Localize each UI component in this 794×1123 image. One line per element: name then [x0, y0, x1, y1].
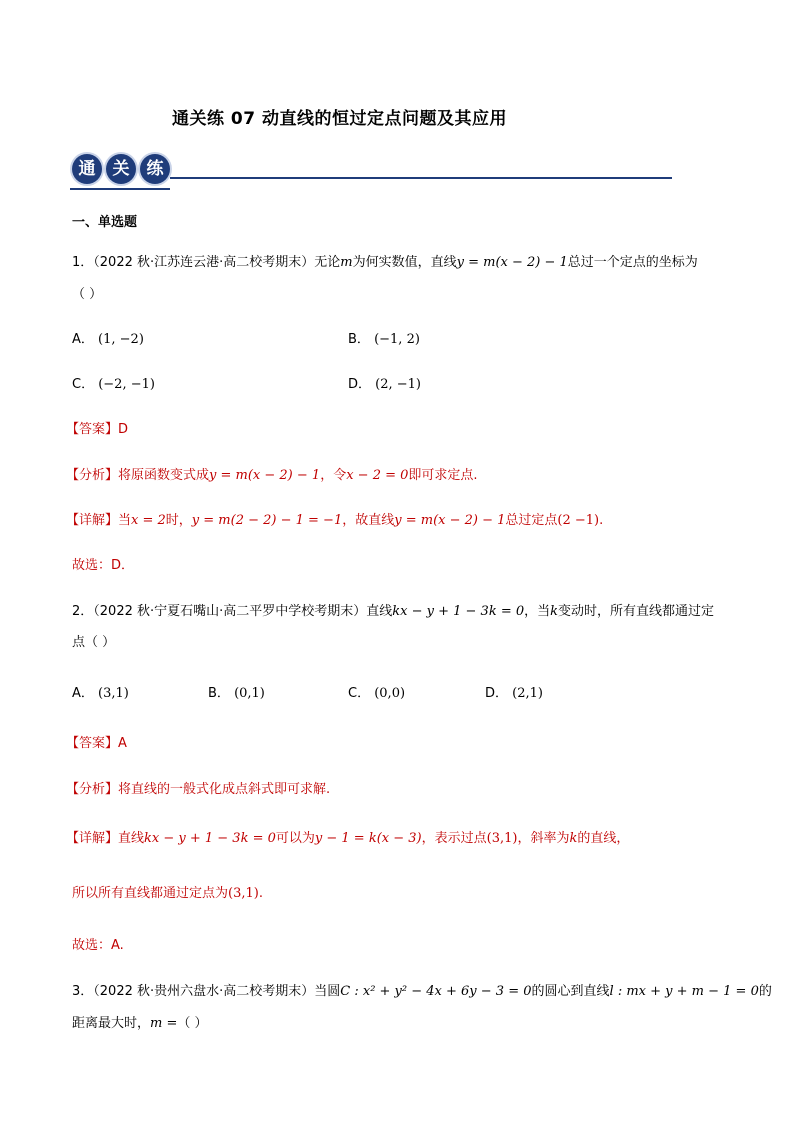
option-value: (3,1) [98, 686, 129, 701]
detail-text: 【详解】当 [66, 513, 132, 528]
page-title: 通关练 07 动直线的恒过定点问题及其应用 [172, 109, 507, 129]
question-1-paren: （ ） [72, 287, 103, 302]
analysis-line [66, 464, 478, 483]
math-equation: x − 2 = 0 [346, 468, 409, 483]
option-value: (−1, 2) [374, 332, 420, 347]
detail-text: ，表示过点 [421, 831, 487, 846]
math-equation: y = m(x − 2) − 1 [456, 255, 568, 270]
option-label: D． [348, 377, 372, 392]
math-var: k [569, 831, 578, 846]
stem-text: 总过一个定点的坐标为 [567, 255, 698, 270]
option-value: (2, −1) [375, 377, 421, 392]
option-b [208, 682, 265, 701]
math-equation: C : x² + y² − 4x + 6y − 3 = 0 [340, 984, 532, 999]
stem-text: 的圆心到直线 [531, 984, 610, 999]
detail-line [66, 509, 603, 528]
logo-char: 关 [106, 154, 136, 184]
stem-text: 2．（2022 秋·宁夏石嘴山·高二平罗中学校考期末）直线 [72, 604, 393, 619]
option-value: (0,1) [234, 686, 265, 701]
option-label: B． [208, 686, 230, 701]
analysis-line: 【分析】将直线的一般式化成点斜式即可求解. [66, 782, 331, 797]
option-d [348, 373, 421, 392]
option-d [485, 682, 543, 701]
detail-line-2 [72, 882, 263, 901]
math-equation: y − 1 = k(x − 3) [314, 831, 422, 846]
stem-text: 的 [758, 984, 772, 999]
detail-line [66, 827, 629, 846]
option-label: C． [72, 377, 95, 392]
math-equation: l : mx + y + m − 1 = 0 [609, 984, 759, 999]
logo-char: 练 [140, 154, 170, 184]
stem-text: 3．（2022 秋·贵州六盘水·高二校考期末）当圆 [72, 984, 341, 999]
detail-text: 总过定点 [505, 513, 558, 528]
detail-text: 时， [165, 513, 192, 528]
math-equation: m = [150, 1016, 178, 1031]
question-2-paren: 点（ ） [72, 635, 116, 650]
detail-text: . [599, 513, 604, 528]
option-label: A． [72, 332, 94, 347]
detail-text: 【详解】直线 [66, 831, 145, 846]
detail-text: 的直线， [577, 831, 630, 846]
math-equation: (2 −1) [557, 513, 600, 528]
option-a [72, 682, 129, 701]
option-value: (0,0) [374, 686, 406, 701]
analysis-text: ，令 [320, 468, 347, 483]
math-equation: kx − y + 1 − 3k = 0 [392, 604, 525, 619]
option-label: C． [348, 686, 371, 701]
math-equation: kx − y + 1 − 3k = 0 [144, 831, 276, 846]
math-equation: (3,1) [228, 886, 259, 901]
stem-text: 变动时，所有直线都通过定 [558, 604, 715, 619]
analysis-text: 即可求定点. [408, 468, 478, 483]
stem-text: 1．（2022 秋·江苏连云港·高二校考期末）无论 [72, 255, 341, 270]
math-equation: x = 2 [131, 513, 166, 528]
header-divider [170, 177, 672, 179]
option-label: D． [485, 686, 509, 701]
math-equation: y = m(x − 2) − 1 [394, 513, 506, 528]
logo-char: 通 [72, 154, 102, 184]
stem-text: （ ） [177, 1016, 208, 1031]
math-equation: (3,1) [486, 831, 518, 846]
question-3-stem-2 [72, 1012, 208, 1031]
option-label: A． [72, 686, 94, 701]
detail-text: ，斜率为 [517, 831, 570, 846]
section-logo [70, 152, 170, 188]
math-equation: y = m(x − 2) − 1 [209, 468, 321, 483]
question-2-stem [72, 600, 714, 619]
option-a [72, 328, 144, 347]
detail-text: 所以所有直线都通过定点为 [72, 886, 229, 901]
detail-text: ，故直线 [342, 513, 395, 528]
option-value: (2,1) [512, 686, 543, 701]
option-c [72, 373, 155, 392]
detail-text: . [258, 886, 263, 901]
option-value: (−2, −1) [98, 377, 155, 392]
math-var: k [550, 604, 559, 619]
answer-line: 【答案】A [66, 736, 127, 751]
stem-text: ，当 [524, 604, 551, 619]
math-equation: y = m(2 − 2) − 1 = −1 [191, 513, 343, 528]
section-heading: 一、单选题 [72, 215, 138, 230]
choice-line: 故选：D． [72, 558, 135, 573]
logo-underline [70, 188, 170, 190]
answer-line: 【答案】D [66, 422, 129, 437]
choice-line: 故选：A. [72, 938, 124, 953]
option-value: (1, −2) [98, 332, 144, 347]
stem-text: 距离最大时， [72, 1016, 151, 1031]
detail-text: 可以为 [275, 831, 315, 846]
option-b [348, 328, 420, 347]
question-3-stem [72, 980, 772, 999]
question-1-stem [72, 251, 698, 270]
stem-text: 为何实数值，直线 [352, 255, 457, 270]
option-c [348, 682, 405, 701]
math-var: m [340, 255, 353, 270]
analysis-text: 【分析】将原函数变式成 [66, 468, 210, 483]
option-label: B． [348, 332, 370, 347]
